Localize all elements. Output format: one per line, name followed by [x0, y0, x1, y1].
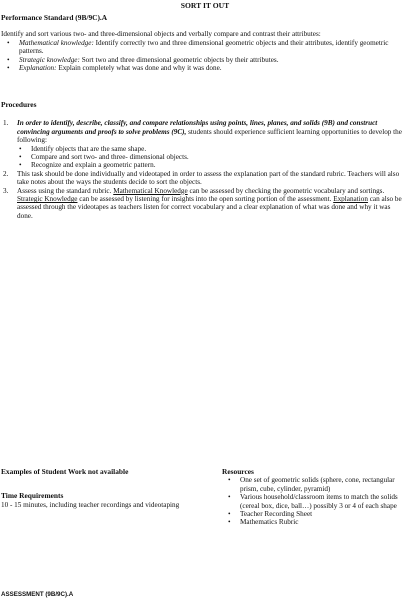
sub-item: • Compare and sort two- and three- dimensional objects. — [15, 153, 405, 161]
bullet-text: Identify correctly two and three dimensional geometric objects and their attributes, identify geometric patterns. — [19, 38, 389, 56]
procedure-number: 3. — [3, 186, 9, 195]
resource-item: • Various household/classroom items to match the solids (cereal box, dice, ball…) possibly 3 or 4 of each shape — [222, 493, 406, 510]
procedure-number: 2. — [3, 169, 9, 178]
procedure-1-standard: In order to identify, describe, classify, and compare relationships using points, lines, planes, and solids (9B) and construct convincing arguments and proofs to solve problems (9C), — [17, 119, 378, 136]
bullet-term: Strategic knowledge: — [19, 55, 80, 64]
resource-item: • Mathematics Rubric — [222, 518, 406, 526]
procedure-item-3 — [1, 187, 405, 221]
standard-bullets — [1, 39, 405, 73]
procedure-number: 1. — [3, 119, 9, 128]
procedures-heading: Procedures — [1, 100, 37, 109]
procedure-1-text: students should experience sufficient learning opportunities to develop the following: — [17, 127, 402, 145]
time-requirements-text: 10 - 15 minutes, including teacher recordings and videotaping — [1, 500, 180, 509]
mathematical-knowledge-term: Mathematical Knowledge — [113, 186, 188, 195]
sub-item: • Identify objects that are the same shape. — [15, 145, 405, 153]
procedures-list — [1, 119, 405, 220]
sub-item: • Recognize and explain a geometric pattern. — [15, 161, 405, 169]
procedure-3-text: can be assessed by checking the geometric vocabulary and sortings. — [187, 186, 385, 195]
time-requirements-heading: Time Requirements — [1, 491, 64, 501]
bullet-term: Explanation: — [19, 64, 57, 73]
procedure-1-sublist — [15, 145, 405, 170]
resources-list — [222, 476, 406, 526]
page-title: SORT IT OUT — [180, 1, 230, 10]
examples-heading: Examples of Student Work not available — [1, 467, 129, 476]
procedure-3-text: Assess using the standard rubric. — [17, 186, 112, 195]
page-footer: ASSESSMENT (9B/9C).A — [1, 591, 74, 598]
bullet-term: Mathematical knowledge: — [19, 38, 94, 47]
performance-standard-section — [1, 14, 405, 72]
resource-item: • One set of geometric solids (sphere, cone, rectangular prism, cube, cylinder, pyramid) — [222, 476, 406, 493]
strategic-knowledge-term: Strategic Knowledge — [17, 195, 78, 204]
bullet-text: Explain completely what was done and why it was done. — [56, 64, 222, 73]
bullet-mathematical-knowledge — [1, 39, 405, 56]
bullet-explanation — [1, 64, 405, 72]
explanation-term: Explanation — [333, 195, 368, 204]
left-column — [1, 468, 201, 509]
procedure-item-1 — [1, 119, 405, 169]
procedure-3-text: can also be assessed through the videotapes as teachers listen for correct vocabulary and a clear explanation of what was done and why it was done. — [17, 195, 402, 220]
bullet-text: Sort two and three dimensional geometric objects by their attributes. — [79, 55, 279, 64]
procedure-2-text: This task should be done individually and videotaped in order to assess the explanation part of the standard rubric. Teachers will also take notes about the ways the students decide to sort the objects. — [17, 169, 400, 187]
standard-intro: Identify and sort various two- and three-dimensional objects and verbally compare and contrast their attributes: — [1, 30, 321, 39]
bullet-strategic-knowledge — [1, 56, 405, 64]
resources-heading: Resources — [222, 467, 254, 476]
resources-section — [222, 468, 406, 527]
procedure-item-2 — [1, 170, 405, 187]
procedure-3-text: can be assessed by listening for insights into the open sorting portion of the assessment. — [77, 195, 332, 204]
resource-item: • Teacher Recording Sheet — [222, 510, 406, 518]
standard-heading: Performance Standard (9B/9C).A — [1, 13, 108, 22]
procedures-section — [1, 101, 405, 220]
